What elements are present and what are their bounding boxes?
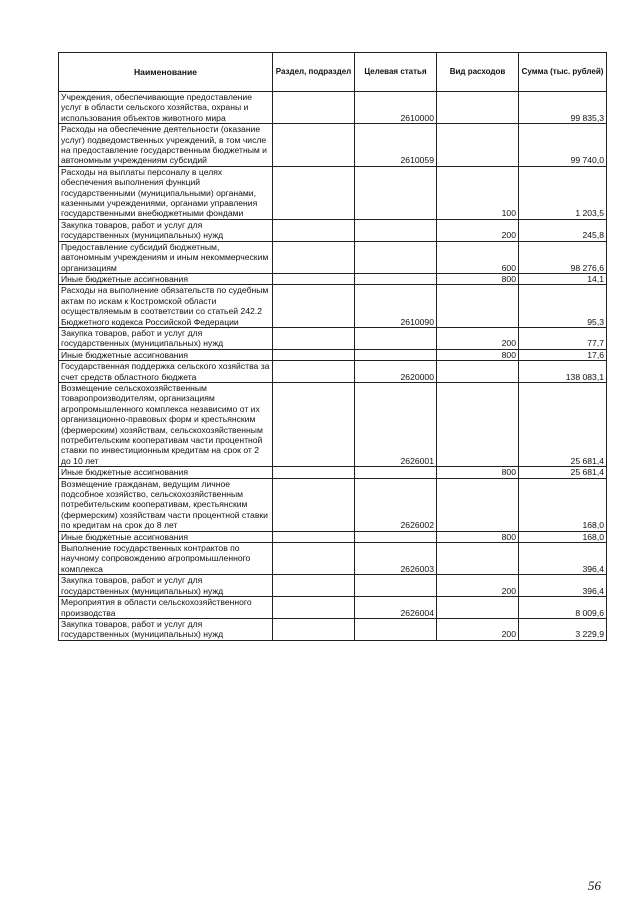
row-sum-cell: 14,1 — [519, 273, 607, 284]
table-row — [59, 219, 607, 241]
row-name-cell: Иные бюджетные ассигнования — [59, 273, 273, 284]
table-row — [59, 575, 607, 597]
header-name: Наименование — [59, 53, 273, 92]
row-sum-cell: 138 083,1 — [519, 361, 607, 383]
row-type-cell — [437, 543, 519, 575]
row-type-cell — [437, 124, 519, 167]
row-sum-cell: 168,0 — [519, 531, 607, 542]
header-sum: Сумма (тыс. рублей) — [519, 53, 607, 92]
row-code-cell — [355, 531, 437, 542]
row-type-cell: 200 — [437, 219, 519, 241]
table-row — [59, 478, 607, 531]
row-name-cell: Предоставление субсидий бюджетным, автономным учреждениям и иным некоммерческим организациям — [59, 241, 273, 273]
row-sum-cell: 99 740,0 — [519, 124, 607, 167]
table-row — [59, 531, 607, 542]
row-sum-cell: 396,4 — [519, 543, 607, 575]
row-name-cell: Выполнение государственных контрактов по научному сопровождению агропромышленного комплекса — [59, 543, 273, 575]
row-name-cell: Иные бюджетные ассигнования — [59, 467, 273, 478]
table-row — [59, 285, 607, 328]
row-code-cell — [355, 327, 437, 349]
row-section-cell — [273, 618, 355, 640]
row-name-cell: Возмещение сельскохозяйственным товаропроизводителям, организациям агропромышленного комплекса независимо от их организационно-правовых форм и крестьянским (фермерским) хозяйствам, сельскохозяйственным потребительским кооперативам части процентной ставки по инвестиционным кредитам на срок от 2 до 10 лет — [59, 382, 273, 466]
row-type-cell — [437, 361, 519, 383]
row-name-cell: Расходы на выплаты персоналу в целях обеспечения выполнения функций государственными (муниципальными) органами, казенными учреждениями, органами управления государственными внебюджетными фондами — [59, 166, 273, 219]
row-code-cell — [355, 575, 437, 597]
row-name-cell: Иные бюджетные ассигнования — [59, 349, 273, 360]
row-code-cell — [355, 166, 437, 219]
row-name-cell: Иные бюджетные ассигнования — [59, 531, 273, 542]
row-sum-cell: 3 229,9 — [519, 618, 607, 640]
table-row — [59, 361, 607, 383]
table-row — [59, 273, 607, 284]
row-type-cell: 800 — [437, 349, 519, 360]
row-section-cell — [273, 327, 355, 349]
row-name-cell: Закупка товаров, работ и услуг для государственных (муниципальных) нужд — [59, 618, 273, 640]
page-number: 56 — [588, 878, 601, 893]
row-section-cell — [273, 382, 355, 466]
header-type: Вид расходов — [437, 53, 519, 92]
row-name-cell: Закупка товаров, работ и услуг для государственных (муниципальных) нужд — [59, 575, 273, 597]
budget-table — [58, 52, 607, 641]
row-name-cell: Расходы на выполнение обязательств по судебным актам по искам к Костромской области осуществляемым в соответствии со статьей 242.2 Бюджетного кодекса Российской Федерации — [59, 285, 273, 328]
row-sum-cell: 245,8 — [519, 219, 607, 241]
row-section-cell — [273, 575, 355, 597]
row-code-cell: 2610059 — [355, 124, 437, 167]
table-row — [59, 618, 607, 640]
row-name-cell: Мероприятия в области сельскохозяйственного производства — [59, 597, 273, 619]
row-sum-cell: 95,3 — [519, 285, 607, 328]
row-section-cell — [273, 92, 355, 124]
row-section-cell — [273, 597, 355, 619]
row-type-cell: 600 — [437, 241, 519, 273]
row-section-cell — [273, 467, 355, 478]
table-row — [59, 349, 607, 360]
row-sum-cell: 168,0 — [519, 478, 607, 531]
table-row — [59, 241, 607, 273]
row-type-cell — [437, 92, 519, 124]
row-name-cell: Закупка товаров, работ и услуг для государственных (муниципальных) нужд — [59, 327, 273, 349]
table-header-row — [59, 53, 607, 92]
row-sum-cell: 98 276,6 — [519, 241, 607, 273]
row-code-cell — [355, 241, 437, 273]
row-name-cell: Государственная поддержка сельского хозяйства за счет средств областного бюджета — [59, 361, 273, 383]
row-type-cell: 200 — [437, 618, 519, 640]
table-row — [59, 467, 607, 478]
row-code-cell: 2610000 — [355, 92, 437, 124]
row-section-cell — [273, 478, 355, 531]
row-sum-cell: 17,6 — [519, 349, 607, 360]
table-row — [59, 124, 607, 167]
row-code-cell — [355, 219, 437, 241]
row-code-cell: 2626004 — [355, 597, 437, 619]
row-type-cell — [437, 382, 519, 466]
row-code-cell — [355, 467, 437, 478]
row-section-cell — [273, 543, 355, 575]
table-row — [59, 597, 607, 619]
row-sum-cell: 77,7 — [519, 327, 607, 349]
row-name-cell: Возмещение гражданам, ведущим личное подсобное хозяйство, сельскохозяйственным потребительским кооперативам, крестьянским (фермерским) хозяйствам части процентной ставки по кредитам на срок до 8 лет — [59, 478, 273, 531]
row-sum-cell: 1 203,5 — [519, 166, 607, 219]
table-row — [59, 92, 607, 124]
row-section-cell — [273, 361, 355, 383]
row-section-cell — [273, 349, 355, 360]
row-name-cell: Закупка товаров, работ и услуг для государственных (муниципальных) нужд — [59, 219, 273, 241]
row-section-cell — [273, 273, 355, 284]
row-code-cell: 2626001 — [355, 382, 437, 466]
row-section-cell — [273, 219, 355, 241]
row-type-cell: 200 — [437, 575, 519, 597]
row-sum-cell: 99 835,3 — [519, 92, 607, 124]
row-type-cell: 800 — [437, 467, 519, 478]
table-row — [59, 543, 607, 575]
row-sum-cell: 25 681,4 — [519, 382, 607, 466]
row-code-cell — [355, 273, 437, 284]
row-type-cell — [437, 478, 519, 531]
row-section-cell — [273, 241, 355, 273]
row-code-cell: 2626003 — [355, 543, 437, 575]
row-name-cell: Расходы на обеспечение деятельности (оказание услуг) подведомственных учреждений, в том числе на предоставление государственным бюджетным и автономным учреждениям субсидий — [59, 124, 273, 167]
row-name-cell: Учреждения, обеспечивающие предоставление услуг в области сельского хозяйства, охраны и использования объектов животного мира — [59, 92, 273, 124]
row-section-cell — [273, 531, 355, 542]
table-row — [59, 327, 607, 349]
table-row — [59, 382, 607, 466]
row-sum-cell: 396,4 — [519, 575, 607, 597]
row-code-cell — [355, 349, 437, 360]
row-code-cell: 2610090 — [355, 285, 437, 328]
row-type-cell — [437, 597, 519, 619]
row-code-cell: 2626002 — [355, 478, 437, 531]
row-code-cell — [355, 618, 437, 640]
row-type-cell: 800 — [437, 273, 519, 284]
table-row — [59, 166, 607, 219]
header-section: Раздел, подраздел — [273, 53, 355, 92]
row-code-cell: 2620000 — [355, 361, 437, 383]
row-section-cell — [273, 166, 355, 219]
row-sum-cell: 8 009,6 — [519, 597, 607, 619]
row-type-cell — [437, 285, 519, 328]
row-type-cell: 100 — [437, 166, 519, 219]
row-sum-cell: 25 681,4 — [519, 467, 607, 478]
row-section-cell — [273, 124, 355, 167]
header-target: Целевая статья — [355, 53, 437, 92]
row-type-cell: 200 — [437, 327, 519, 349]
row-type-cell: 800 — [437, 531, 519, 542]
row-section-cell — [273, 285, 355, 328]
